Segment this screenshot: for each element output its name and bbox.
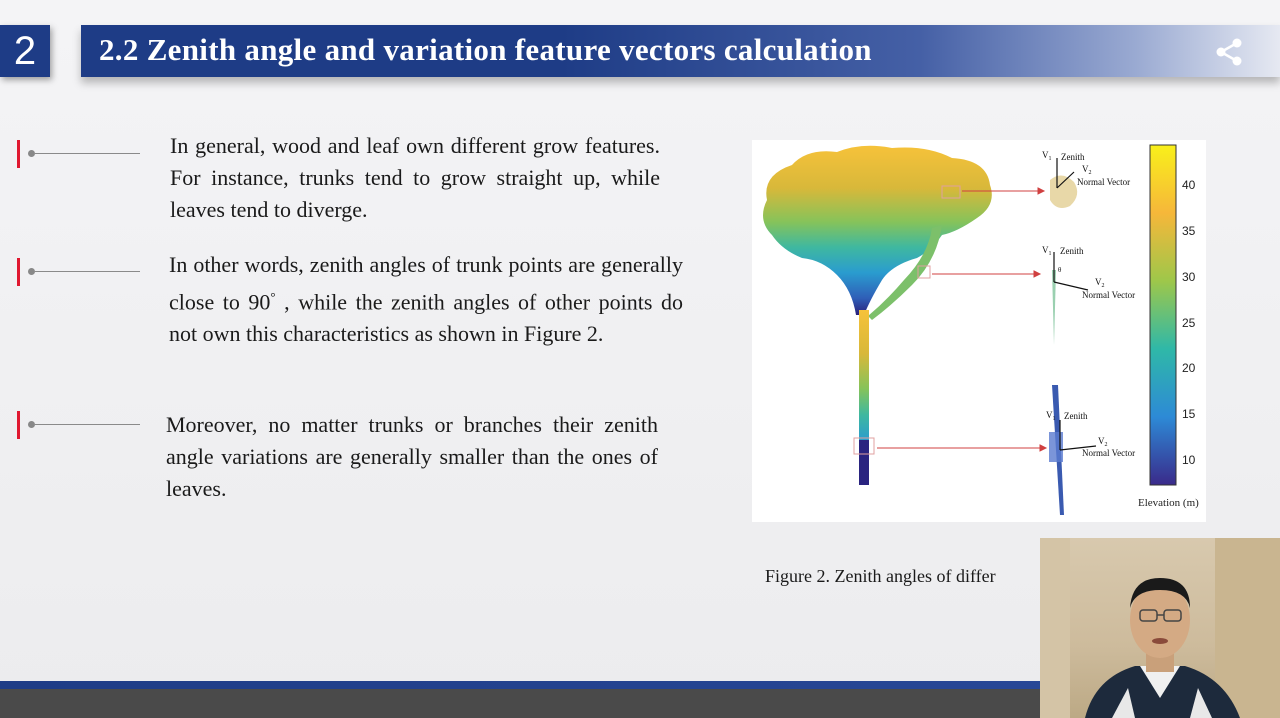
- svg-text:V2: $V_2$: [1098, 436, 1108, 448]
- svg-text:10: 10: [1182, 453, 1196, 467]
- svg-text:V1: $V_1$: [1046, 410, 1056, 422]
- figure-caption: Figure 2. Zenith angles of differ: [765, 566, 996, 586]
- svg-text:Normal Vector: Normal Vector: [1082, 448, 1136, 458]
- colorbar-label: Elevation (m): [1138, 497, 1199, 509]
- paragraph-3: Moreover, no matter trunks or branches their zenith angle variations are generally smaller than the ones of leaves.: [166, 412, 658, 501]
- presenter-image: [1040, 538, 1280, 718]
- section-number-text: 2: [13, 28, 37, 73]
- svg-text:θ: θ: [1058, 266, 1062, 274]
- bullet-marker-1: [17, 139, 141, 169]
- svg-text:Normal Vector: Normal Vector: [1077, 177, 1131, 187]
- paragraph-2-text-after: , while the zenith angles of other points do not own this characteristics as shown in Figure 2.: [169, 289, 683, 347]
- svg-text:20: 20: [1182, 361, 1196, 375]
- share-icon[interactable]: [1214, 37, 1244, 67]
- svg-text:30: 30: [1182, 270, 1196, 284]
- section-number: [0, 25, 50, 77]
- bullet-marker-3: [17, 410, 141, 440]
- colorbar: [1150, 145, 1176, 485]
- figure-2-image: [752, 140, 1206, 522]
- svg-text:V2: $V_2$: [1095, 277, 1105, 289]
- bullet-marker-2: [17, 257, 141, 287]
- svg-text:Normal Vector: Normal Vector: [1082, 290, 1136, 300]
- presenter-webcam: [1040, 538, 1280, 718]
- svg-text:Zenith: Zenith: [1061, 152, 1085, 162]
- svg-text:40: 40: [1182, 178, 1196, 192]
- svg-text:35: 35: [1182, 224, 1196, 238]
- svg-text:Zenith: Zenith: [1064, 411, 1088, 421]
- colorbar-ticks: [1182, 178, 1196, 467]
- title-bar: [81, 25, 1280, 77]
- paragraph-1: In general, wood and leaf own different grow features. For instance, trunks tend to grow straight up, while leaves tend to diverge.: [170, 133, 660, 222]
- svg-text:Zenith: Zenith: [1060, 246, 1084, 256]
- degree-superscript: °: [270, 289, 276, 304]
- svg-text:V1: $V_1$: [1042, 150, 1052, 162]
- slide-title: 2.2 Zenith angle and variation feature vectors calculation: [99, 32, 872, 67]
- svg-text:25: 25: [1182, 316, 1196, 330]
- svg-text:V1: $V_1$: [1042, 245, 1052, 257]
- paragraph-2-text-before: In other words, zenith angles of trunk points are generally close to 90: [169, 252, 683, 315]
- tree-crown: [763, 146, 992, 315]
- figure-2: [752, 140, 1206, 522]
- svg-text:15: 15: [1182, 407, 1196, 421]
- svg-text:V2: $V_2$: [1082, 164, 1092, 176]
- paragraph-2: [169, 249, 683, 350]
